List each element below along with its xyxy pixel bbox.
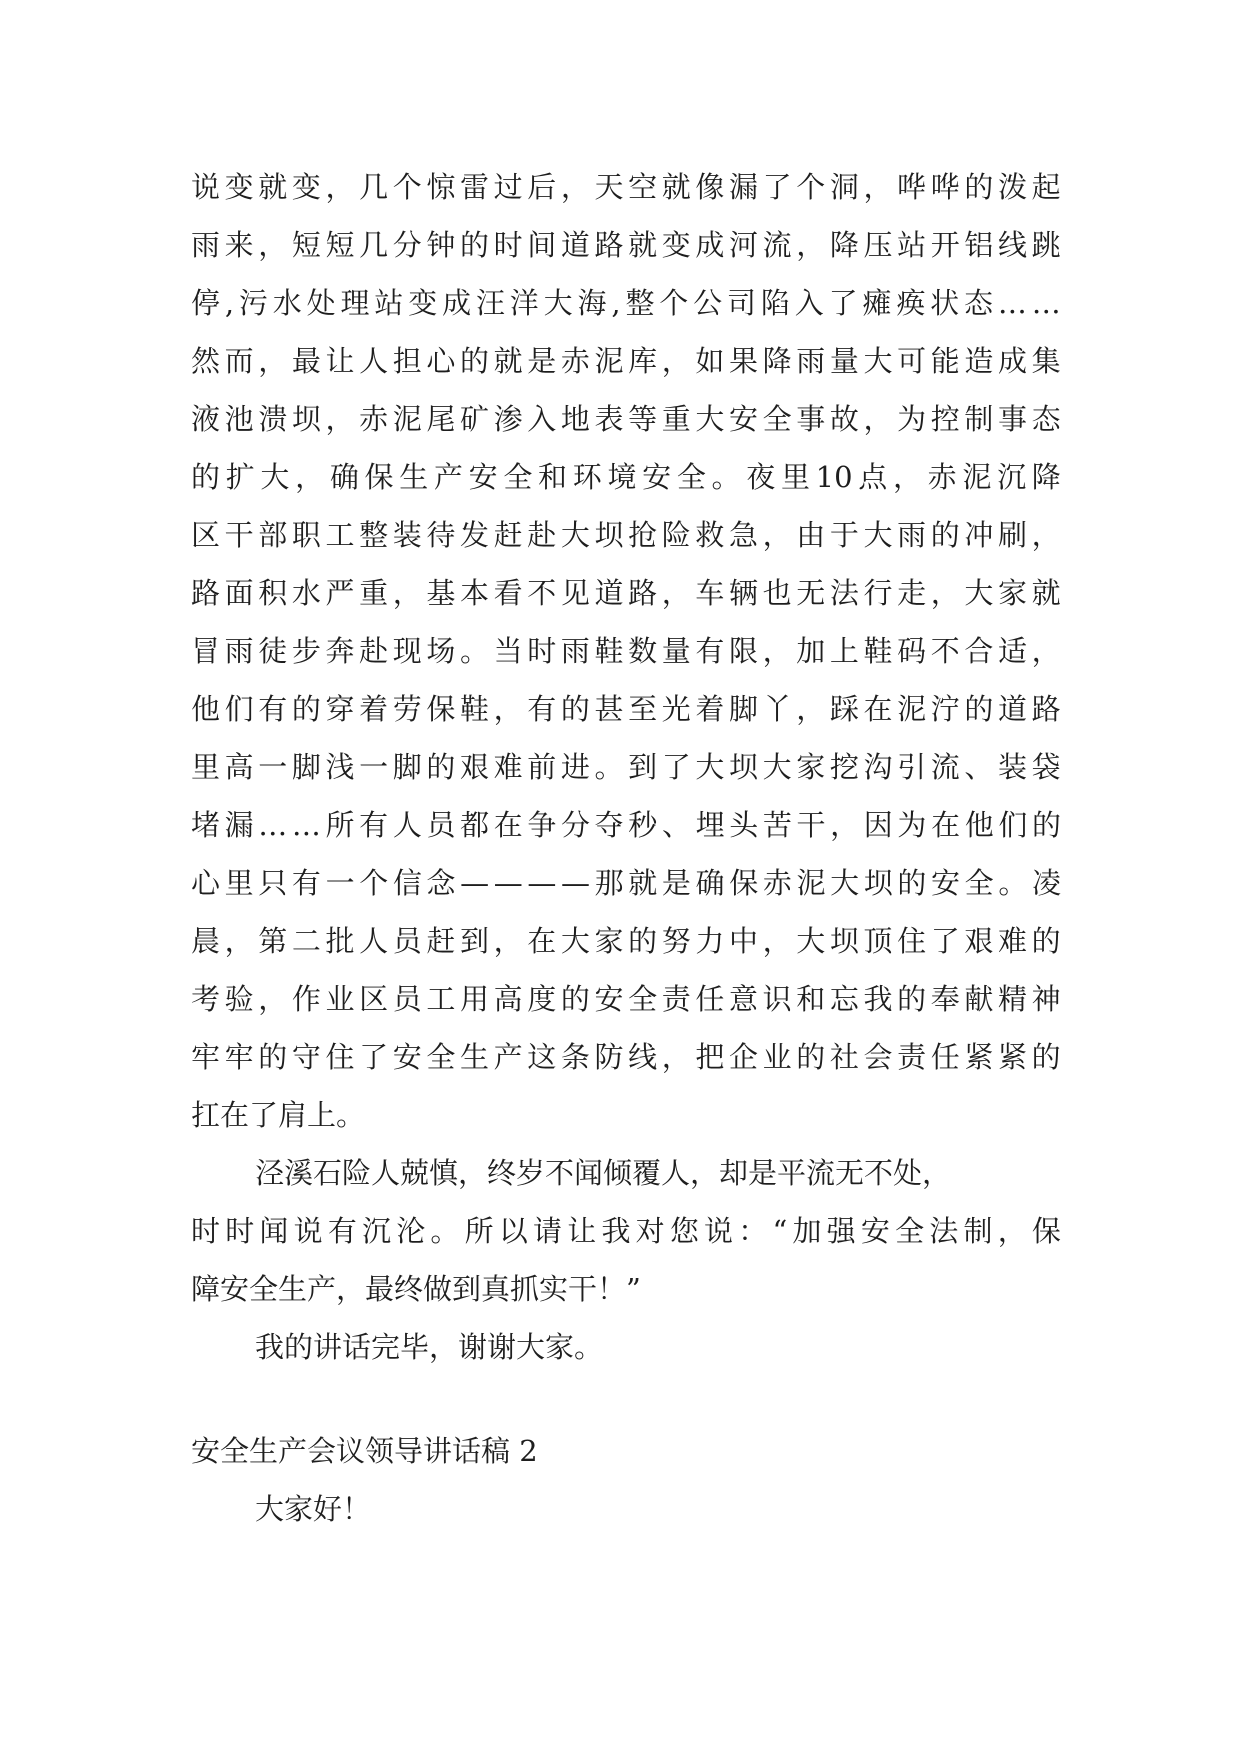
text-line: 牢 牢 的 守 住 了 安 全 生 产 这 条 防 线 ， 把 企 业 的 社 会 责 任 紧 紧 的 — [191, 1040, 1061, 1074]
section-heading: 安全生产会议领导讲话稿 2 — [191, 1434, 538, 1468]
text-line: 雨 来 ， 短 短 几 分 钟 的 时 间 道 路 就 变 成 河 流 ， 降 压 站 开 铝 线 跳 — [191, 228, 1061, 262]
text-line: 区 干 部 职 工 整 装 待 发 赶 赴 大 坝 抢 险 救 急 ， 由 于 大 雨 的 冲 刷 ， — [191, 518, 1061, 552]
text-line: 堵 漏 … … 所 有 人 员 都 在 争 分 夺 秒 、 埋 头 苦 干 ， 因 为 在 他 们 的 — [191, 808, 1061, 842]
document-body — [191, 158, 1061, 1538]
text-line: 心 里 只 有 一 个 信 念 — — — — 那 就 是 确 保 赤 泥 大 坝 的 安 全 。 凌 — [191, 866, 1061, 900]
text-line: 停 , 污 水 处 理 站 变 成 汪 洋 大 海 , 整 个 公 司 陷 入 了 瘫 痪 状 态 … … — [191, 286, 1061, 320]
paragraph-1 — [191, 158, 1061, 1144]
text-line: 说 变 就 变 ， 几 个 惊 雷 过 后 ， 天 空 就 像 漏 了 个 洞 ， 哗 哗 的 泼 起 — [191, 170, 1061, 204]
closing-remark: 我的讲话完毕，谢谢大家。 — [255, 1330, 604, 1364]
text-line: 晨 ， 第 二 批 人 员 赶 到 ， 在 大 家 的 努 力 中 ， 大 坝 顶 住 了 艰 难 的 — [191, 924, 1061, 958]
text-line: 冒 雨 徒 步 奔 赴 现 场 。 当 时 雨 鞋 数 量 有 限 ， 加 上 鞋 码 不 合 适 ， — [191, 634, 1061, 668]
paragraph-2 — [191, 1144, 1061, 1318]
text-line: 时 时 闻 说 有 沉 沦 。 所 以 请 让 我 对 您 说 ： “ 加 强 安 全 法 制 ， 保 — [191, 1214, 1061, 1248]
text-line: 考 验 ， 作 业 区 员 工 用 高 度 的 安 全 责 任 意 识 和 忘 我 的 奉 献 精 神 — [191, 982, 1061, 1016]
text-line: 里 高 一 脚 浅 一 脚 的 艰 难 前 进 。 到 了 大 坝 大 家 挖 沟 引 流 、 装 袋 — [191, 750, 1061, 784]
text-line: 他 们 有 的 穿 着 劳 保 鞋 ， 有 的 甚 至 光 着 脚 丫 ， 踩 在 泥 泞 的 道 路 — [191, 692, 1061, 726]
section-gap — [191, 1376, 1061, 1422]
text-line: 路 面 积 水 严 重 ， 基 本 看 不 见 道 路 ， 车 辆 也 无 法 行 走 ， 大 家 就 — [191, 576, 1061, 610]
text-line-last: 障安全生产，最终做到真抓实干！” — [191, 1272, 641, 1306]
text-line-indented: 泾溪石险人兢慎，终岁不闻倾覆人，却是平流无不处， — [255, 1156, 952, 1190]
text-line: 的 扩 大 ， 确 保 生 产 安 全 和 环 境 安 全 。 夜 里 10 点 ， 赤 泥 沉 降 — [191, 460, 1061, 494]
greeting: 大家好！ — [255, 1492, 372, 1526]
text-line: 然 而 ， 最 让 人 担 心 的 就 是 赤 泥 库 ， 如 果 降 雨 量 大 可 能 造 成 集 — [191, 344, 1061, 378]
text-line-last: 扛在了肩上。 — [191, 1098, 366, 1132]
text-line: 液 池 溃 坝 ， 赤 泥 尾 矿 渗 入 地 表 等 重 大 安 全 事 故 ， 为 控 制 事 态 — [191, 402, 1061, 436]
